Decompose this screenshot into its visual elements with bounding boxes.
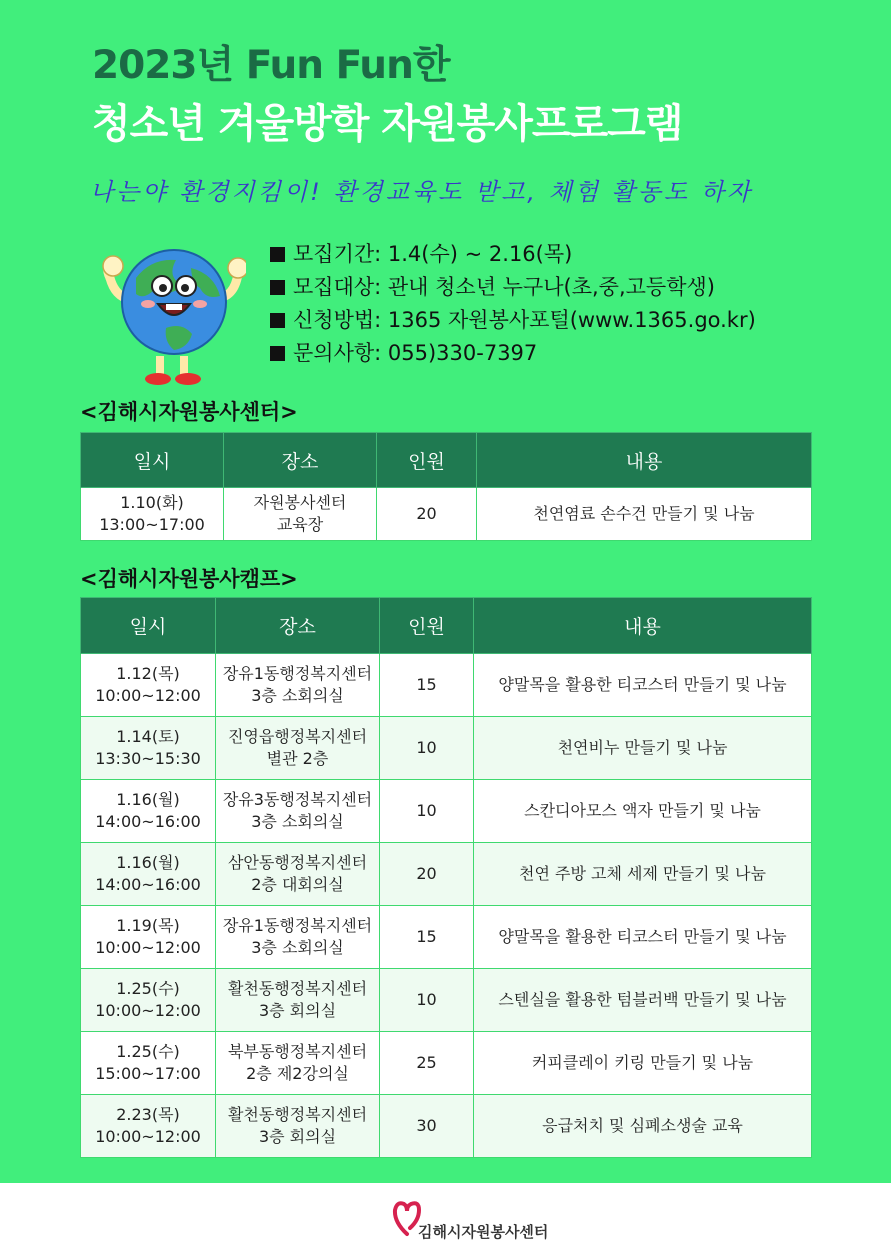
cell-place: 장유3동행정복지센터 3층 소회의실 bbox=[216, 780, 380, 843]
header-count: 인원 bbox=[377, 433, 477, 488]
table-row bbox=[81, 488, 812, 541]
table-row bbox=[81, 843, 812, 906]
square-bullet-icon bbox=[270, 280, 285, 295]
footer-logo-text: 김해시자원봉사센터 bbox=[418, 1223, 549, 1241]
header-content: 내용 bbox=[477, 433, 812, 488]
cell-content: 천연염료 손수건 만들기 및 나눔 bbox=[477, 488, 812, 541]
cell-datetime: 1.16(월) 14:00~16:00 bbox=[81, 780, 216, 843]
cell-content: 천연비누 만들기 및 나눔 bbox=[474, 717, 812, 780]
cell-datetime: 1.19(목) 10:00~12:00 bbox=[81, 906, 216, 969]
header-datetime: 일시 bbox=[81, 433, 224, 488]
table-row bbox=[81, 717, 812, 780]
cell-place: 장유1동행정복지센터 3층 소회의실 bbox=[216, 906, 380, 969]
table-row bbox=[81, 1095, 812, 1158]
cell-content: 커피클레이 키링 만들기 및 나눔 bbox=[474, 1032, 812, 1095]
square-bullet-icon bbox=[270, 346, 285, 361]
cell-count: 10 bbox=[380, 717, 474, 780]
title-line2: 청소년 겨울방학 자원봉사프로그램 bbox=[92, 101, 683, 147]
camp-schedule-table bbox=[80, 597, 812, 1158]
cell-content: 스칸디아모스 액자 만들기 및 나눔 bbox=[474, 780, 812, 843]
header-place: 장소 bbox=[224, 433, 377, 488]
center-schedule-table bbox=[80, 432, 812, 541]
cell-datetime: 1.12(목) 10:00~12:00 bbox=[81, 654, 216, 717]
table-header-row bbox=[81, 433, 812, 488]
title-line1: 2023년 Fun Fun한 bbox=[92, 43, 450, 88]
cell-place: 장유1동행정복지센터 3층 소회의실 bbox=[216, 654, 380, 717]
cell-content: 스텐실을 활용한 텀블러백 만들기 및 나눔 bbox=[474, 969, 812, 1032]
table-row bbox=[81, 780, 812, 843]
cell-count: 30 bbox=[380, 1095, 474, 1158]
cell-count: 10 bbox=[380, 780, 474, 843]
subtitle: 나는야 환경지킴이! 환경교육도 받고, 체험 활동도 하자 bbox=[90, 178, 754, 206]
cell-content: 응급처치 및 심폐소생술 교육 bbox=[474, 1095, 812, 1158]
info-apply-method: 신청방법: 1365 자원봉사포털(www.1365.go.kr) bbox=[270, 304, 756, 337]
cell-place: 북부동행정복지센터 2층 제2강의실 bbox=[216, 1032, 380, 1095]
cell-place: 활천동행정복지센터 3층 회의실 bbox=[216, 1095, 380, 1158]
square-bullet-icon bbox=[270, 247, 285, 262]
table-row bbox=[81, 1032, 812, 1095]
cell-count: 25 bbox=[380, 1032, 474, 1095]
table-row bbox=[81, 969, 812, 1032]
cell-datetime: 2.23(목) 10:00~12:00 bbox=[81, 1095, 216, 1158]
cell-place: 진영읍행정복지센터 별관 2층 bbox=[216, 717, 380, 780]
header-content: 내용 bbox=[474, 598, 812, 654]
table-row bbox=[81, 906, 812, 969]
cell-place: 삼안동행정복지센터 2층 대회의실 bbox=[216, 843, 380, 906]
section1-title: <김해시자원봉사센터> bbox=[80, 400, 298, 424]
table-row bbox=[81, 654, 812, 717]
info-target: 모집대상: 관내 청소년 누구나(초,중,고등학생) bbox=[270, 271, 756, 304]
cell-place: 자원봉사센터 교육장 bbox=[224, 488, 377, 541]
cell-datetime: 1.16(월) 14:00~16:00 bbox=[81, 843, 216, 906]
cell-count: 15 bbox=[380, 654, 474, 717]
cell-datetime: 1.25(수) 15:00~17:00 bbox=[81, 1032, 216, 1095]
header-count: 인원 bbox=[380, 598, 474, 654]
square-bullet-icon bbox=[270, 313, 285, 328]
cell-content: 양말목을 활용한 티코스터 만들기 및 나눔 bbox=[474, 654, 812, 717]
cell-count: 15 bbox=[380, 906, 474, 969]
table-header-row bbox=[81, 598, 812, 654]
cell-count: 20 bbox=[380, 843, 474, 906]
info-recruit-period: 모집기간: 1.4(수) ~ 2.16(목) bbox=[270, 238, 756, 271]
earth-mascot-icon bbox=[96, 238, 246, 392]
info-contact: 문의사항: 055)330-7397 bbox=[270, 337, 756, 370]
info-list bbox=[270, 238, 756, 370]
header-datetime: 일시 bbox=[81, 598, 216, 654]
header-place: 장소 bbox=[216, 598, 380, 654]
cell-datetime: 1.25(수) 10:00~12:00 bbox=[81, 969, 216, 1032]
cell-count: 20 bbox=[377, 488, 477, 541]
cell-place: 활천동행정복지센터 3층 회의실 bbox=[216, 969, 380, 1032]
cell-datetime: 1.14(토) 13:30~15:30 bbox=[81, 717, 216, 780]
cell-content: 천연 주방 고체 세제 만들기 및 나눔 bbox=[474, 843, 812, 906]
cell-datetime: 1.10(화) 13:00~17:00 bbox=[81, 488, 224, 541]
cell-count: 10 bbox=[380, 969, 474, 1032]
section2-title: <김해시자원봉사캠프> bbox=[80, 567, 298, 591]
cell-content: 양말목을 활용한 티코스터 만들기 및 나눔 bbox=[474, 906, 812, 969]
